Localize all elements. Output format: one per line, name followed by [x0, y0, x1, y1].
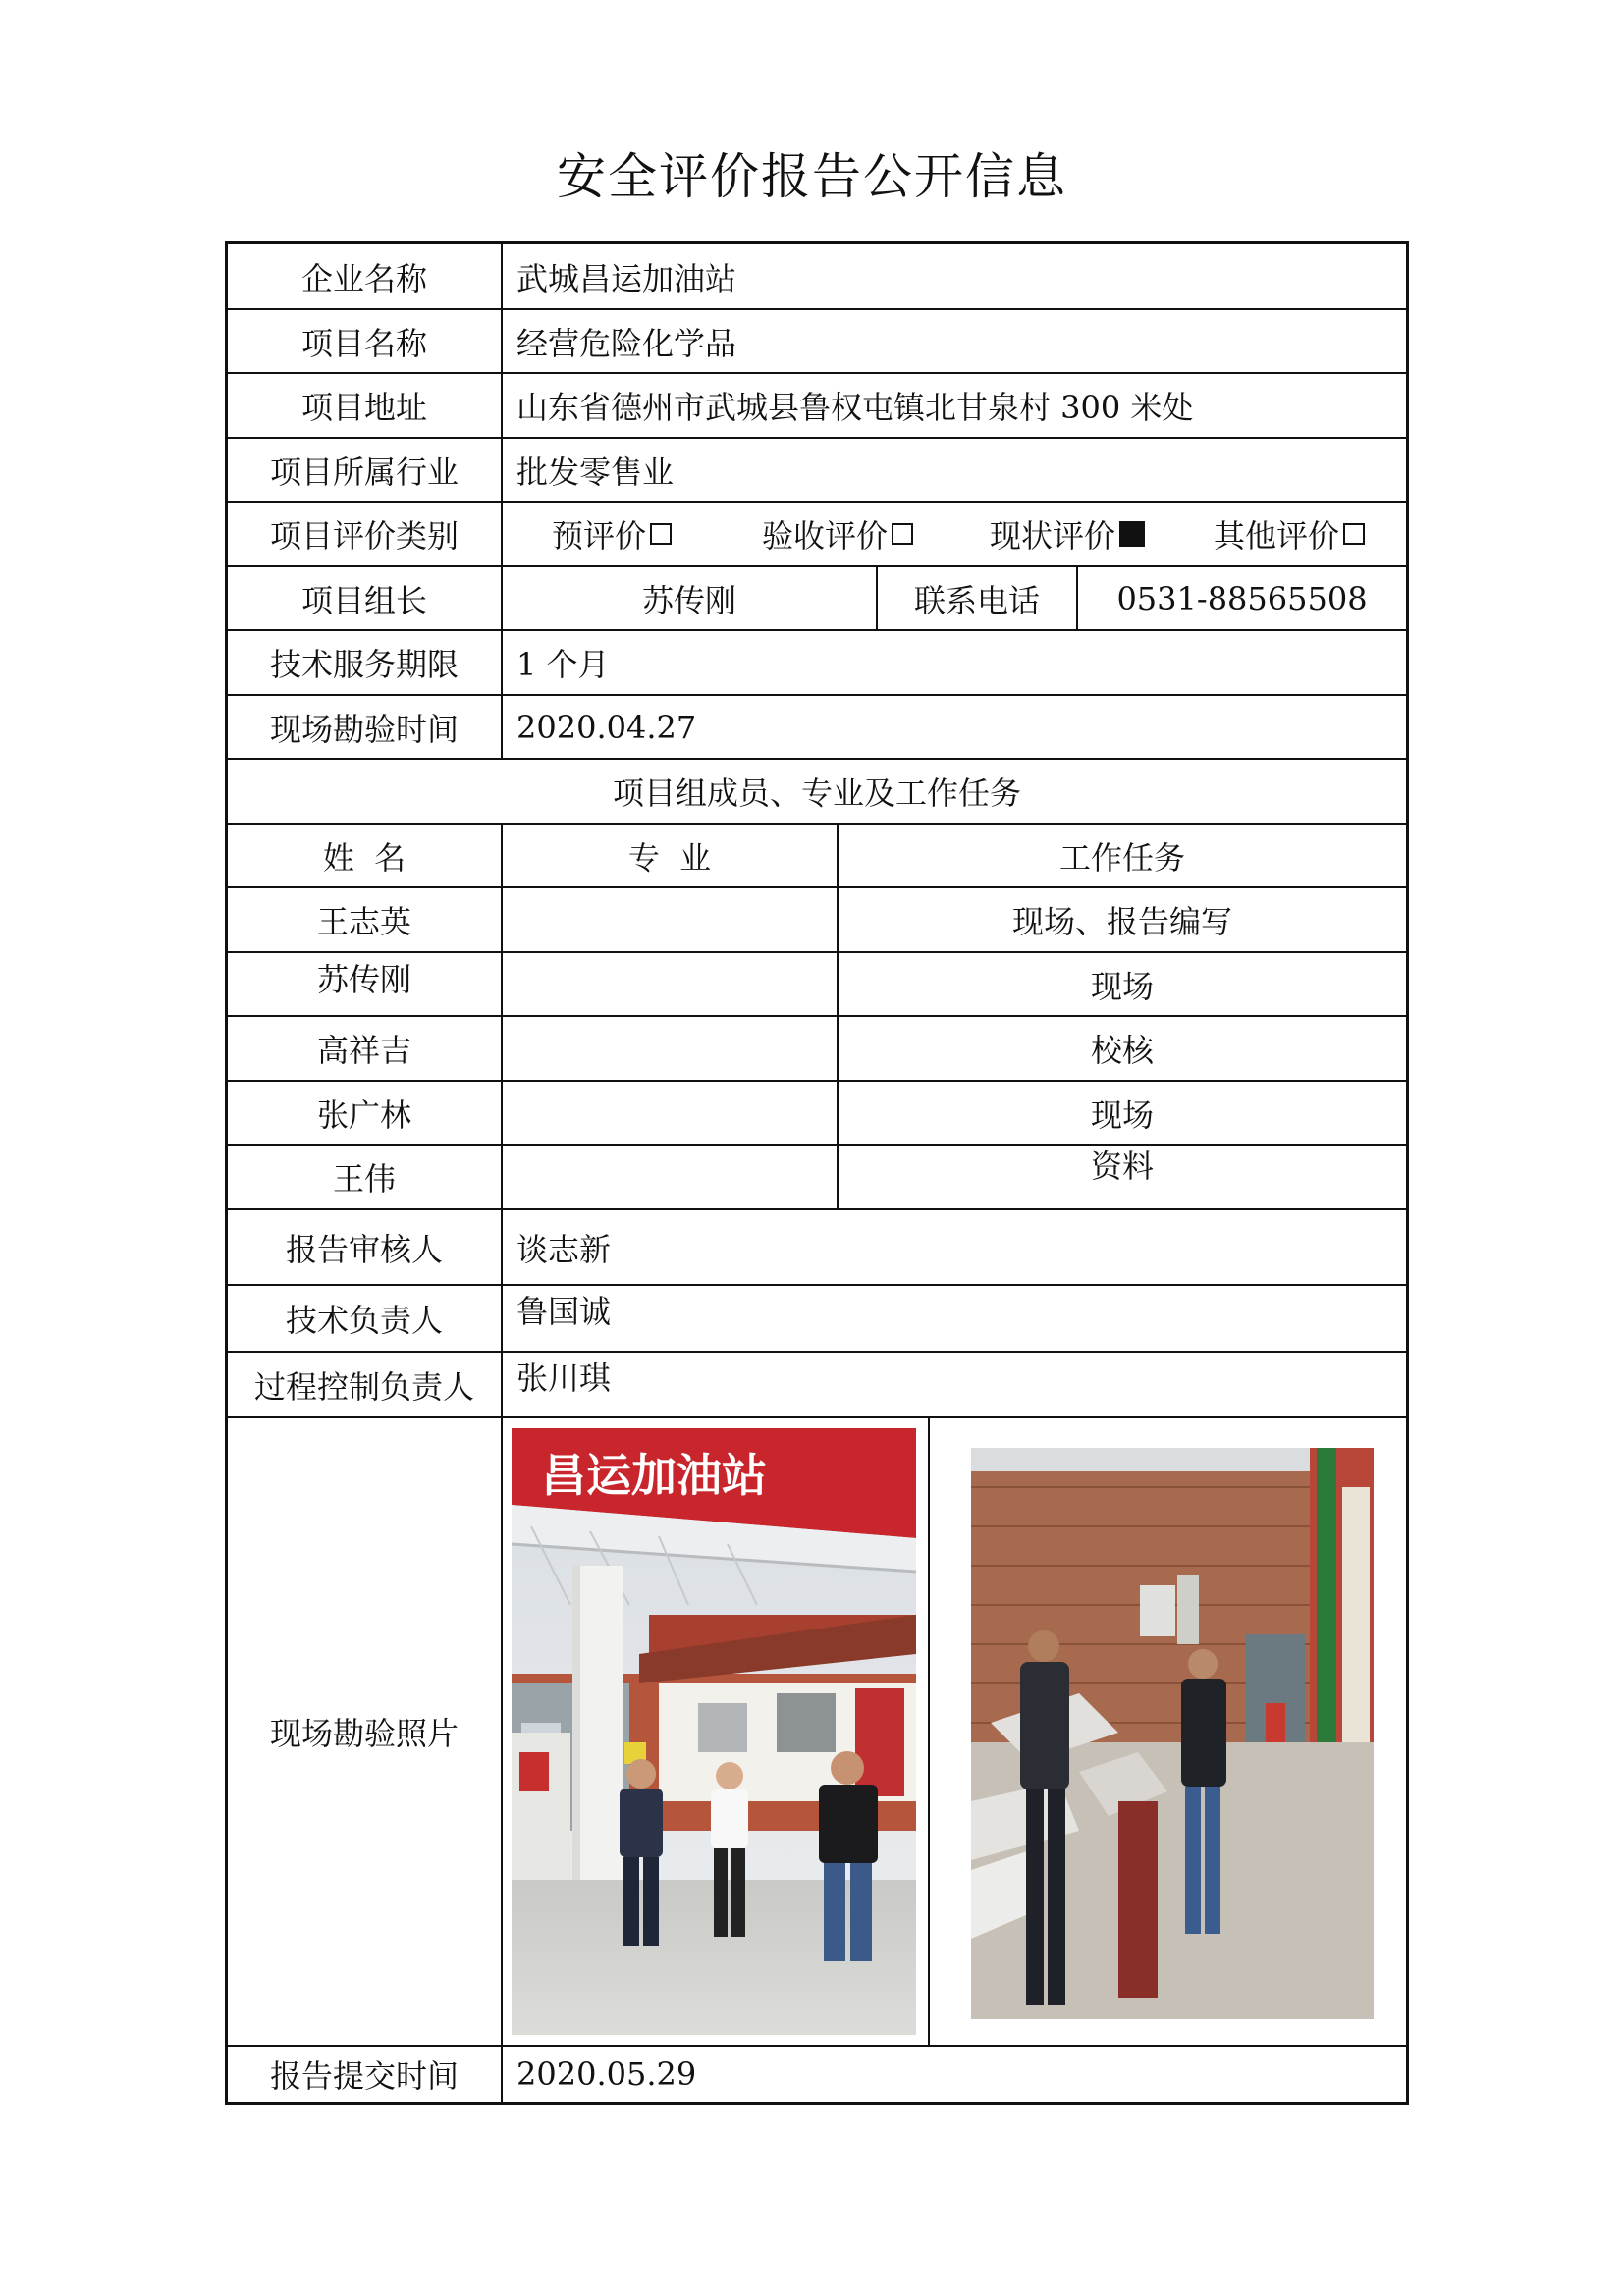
company-label: 企业名称: [300, 259, 427, 297]
phone-value: 0531-88565508: [1116, 579, 1368, 617]
option-label: 验收评价: [762, 517, 889, 555]
category-label: 项目评价类别: [269, 517, 459, 555]
address-label: 项目地址: [300, 389, 427, 426]
member-name: 王伟: [332, 1160, 396, 1198]
process-lead-label: 过程控制负责人: [253, 1367, 474, 1406]
members-section-title: 项目组成员、专业及工作任务: [612, 774, 1021, 812]
member-task: 现场: [1090, 1095, 1154, 1134]
member-name: 王志英: [316, 903, 411, 940]
member-name: 苏传刚: [316, 961, 411, 998]
tech-lead-label: 技术负责人: [285, 1302, 443, 1339]
checkbox-empty-icon: [1343, 523, 1365, 545]
member-task: 现场: [1090, 967, 1154, 1005]
sign-text: 昌运加油站: [541, 1449, 767, 1502]
reviewer-value: 谈志新: [516, 1230, 612, 1268]
site-photo-inspection: [971, 1448, 1374, 2019]
company-value: 武城昌运加油站: [516, 259, 737, 297]
member-name: 高祥吉: [316, 1032, 411, 1069]
photos-label: 现场勘验照片: [269, 1715, 459, 1752]
option-label: 现状评价: [990, 517, 1116, 555]
option-label: 预评价: [552, 517, 647, 555]
option-label: 其他评价: [1214, 517, 1340, 555]
members-header-major: 专 业: [627, 838, 712, 877]
member-task: 资料: [1090, 1148, 1154, 1185]
submit-value: 2020.05.29: [516, 2056, 697, 2093]
category-option-acceptance[interactable]: [762, 503, 917, 565]
survey-date-value: 2020.04.27: [516, 708, 697, 746]
project-value: 经营危险化学品: [516, 324, 737, 362]
member-major: [503, 888, 837, 951]
member-name: 张广林: [316, 1095, 411, 1134]
survey-date-label: 现场勘验时间: [269, 710, 459, 748]
phone-label: 联系电话: [913, 581, 1040, 619]
member-major: [503, 953, 837, 1015]
leader-label: 项目组长: [300, 581, 427, 619]
tech-lead-value: 鲁国诚: [516, 1293, 612, 1330]
members-header-task: 工作任务: [1058, 838, 1185, 877]
project-label: 项目名称: [300, 324, 427, 362]
page-title: 安全评价报告公开信息: [557, 148, 1067, 205]
member-major: [503, 1082, 837, 1144]
submit-label: 报告提交时间: [269, 2057, 459, 2095]
member-major: [503, 1146, 837, 1208]
industry-value: 批发零售业: [516, 453, 675, 491]
checkbox-filled-icon: [1119, 521, 1145, 547]
member-task: 校核: [1090, 1032, 1154, 1069]
period-value: 1 个月: [516, 646, 610, 683]
period-label: 技术服务期限: [269, 646, 459, 683]
category-option-current[interactable]: [990, 503, 1149, 565]
category-option-pre[interactable]: [552, 503, 676, 565]
reviewer-label: 报告审核人: [285, 1230, 443, 1268]
leader-name: 苏传刚: [641, 581, 736, 619]
checkbox-empty-icon: [650, 523, 672, 545]
info-table: [225, 241, 1409, 2105]
process-lead-value: 张川琪: [516, 1359, 612, 1397]
site-photo-gas-station: [512, 1428, 916, 2035]
industry-label: 项目所属行业: [269, 453, 459, 491]
address-value: 山东省德州市武城县鲁权屯镇北甘泉村 300 米处: [516, 389, 1194, 426]
checkbox-empty-icon: [892, 523, 913, 545]
category-option-other[interactable]: [1214, 503, 1369, 565]
members-header-name: 姓 名: [322, 838, 406, 877]
member-task: 现场、报告编写: [1011, 903, 1232, 940]
member-major: [503, 1017, 837, 1080]
